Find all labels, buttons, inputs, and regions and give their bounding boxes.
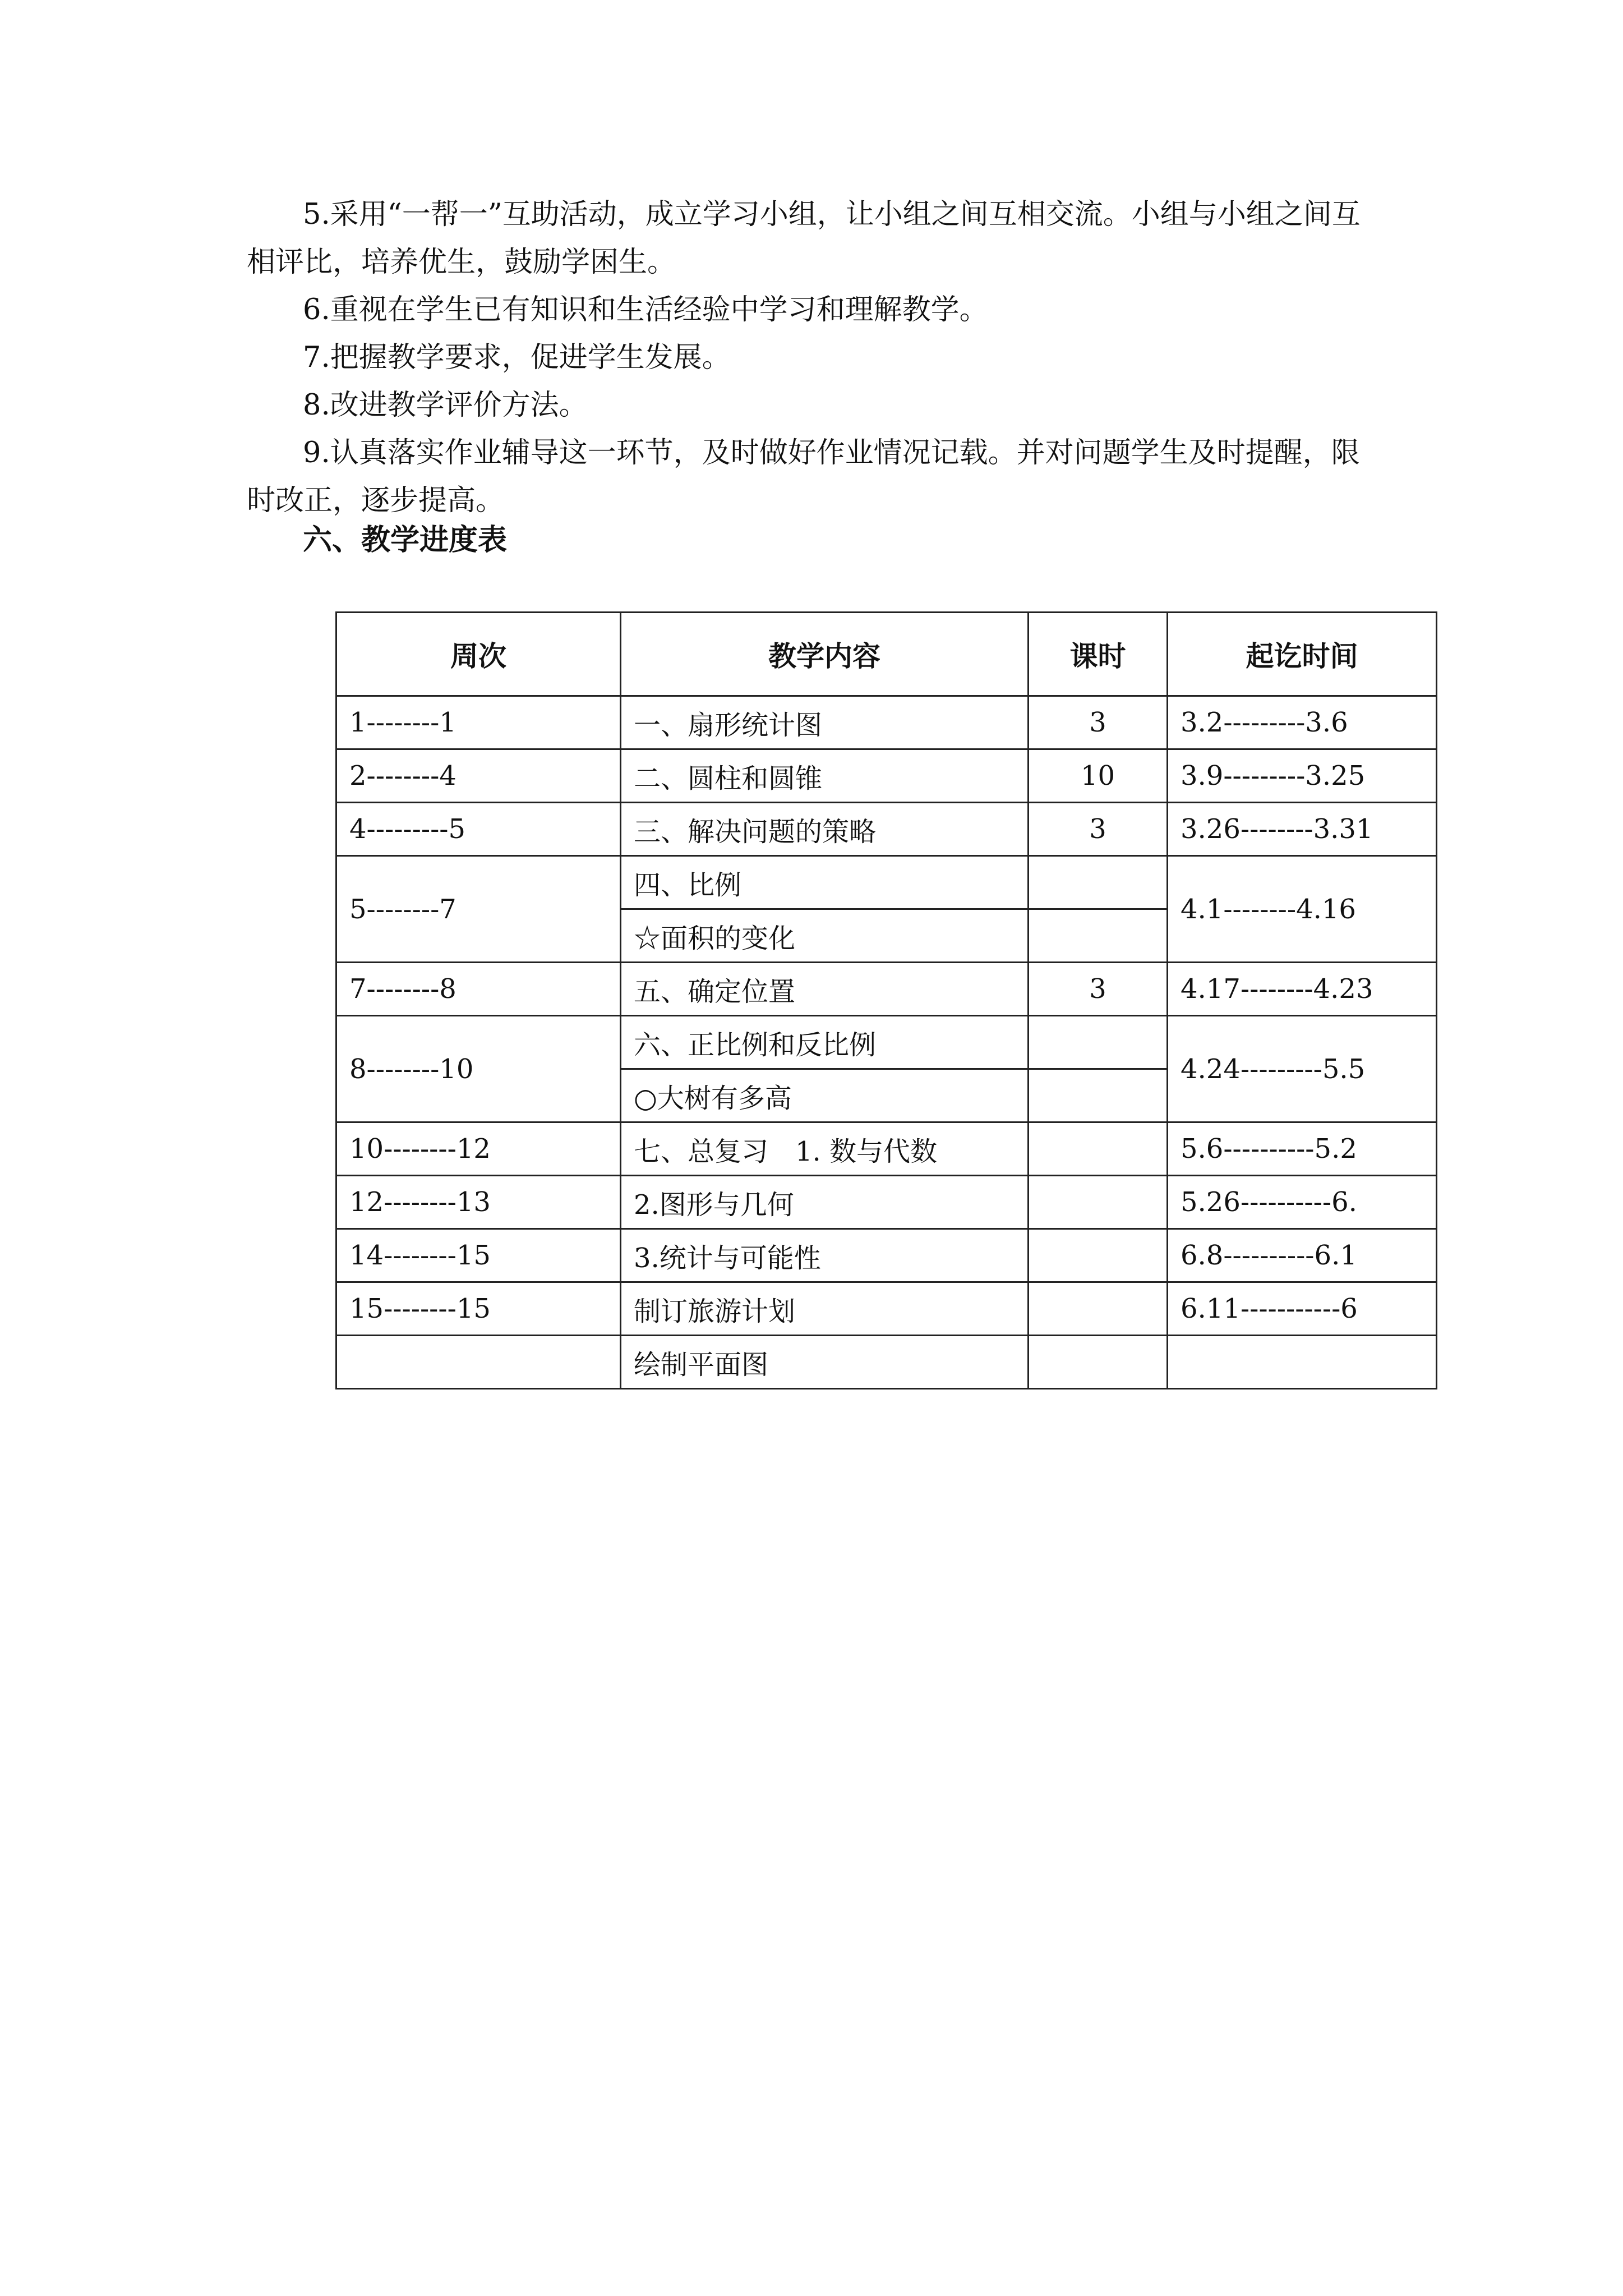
cell-period: 6.11-----------6	[1168, 1282, 1437, 1336]
cell-content: 六、正比例和反比例	[621, 1016, 1029, 1069]
table-row	[336, 1176, 1437, 1229]
cell-week: 10--------12	[336, 1122, 621, 1176]
table-row	[336, 856, 1437, 909]
cell-hours	[1029, 909, 1168, 963]
paragraph-7: 7.把握教学要求，促进学生发展。	[303, 341, 731, 374]
cell-period: 3.26--------3.31	[1168, 803, 1437, 856]
teaching-schedule-table	[335, 611, 1437, 1389]
cell-week	[336, 1336, 621, 1389]
table-row	[336, 696, 1437, 749]
table-row	[336, 1016, 1437, 1069]
cell-period	[1168, 1336, 1437, 1389]
paragraph-9: 9.认真落实作业辅导这一环节，及时做好作业情况记载。并对问题学生及时提醒，限时改正，逐步提高。	[247, 436, 1360, 517]
table-row	[336, 803, 1437, 856]
cell-content: 3.统计与可能性	[621, 1229, 1029, 1282]
cell-hours	[1029, 1282, 1168, 1336]
cell-week: 15--------15	[336, 1282, 621, 1336]
cell-period: 6.8----------6.1	[1168, 1229, 1437, 1282]
cell-content: 五、确定位置	[621, 963, 1029, 1016]
cell-hours	[1029, 1122, 1168, 1176]
cell-week: 4---------5	[336, 803, 621, 856]
cell-hours: 3	[1029, 803, 1168, 856]
cell-hours: 3	[1029, 963, 1168, 1016]
cell-hours	[1029, 1176, 1168, 1229]
table-row	[336, 749, 1437, 803]
cell-week: 5--------7	[336, 856, 621, 963]
cell-content: 一、扇形统计图	[621, 696, 1029, 749]
header-hours: 课时	[1029, 613, 1168, 696]
cell-period: 4.17--------4.23	[1168, 963, 1437, 1016]
cell-hours	[1029, 1069, 1168, 1122]
cell-period: 3.9---------3.25	[1168, 749, 1437, 803]
cell-hours: 10	[1029, 749, 1168, 803]
table-row	[336, 1282, 1437, 1336]
cell-content: ○大树有多高	[621, 1069, 1029, 1122]
paragraph-5: 5.采用“一帮一”互助活动，成立学习小组，让小组之间互相交流。小组与小组之间互相评比，培养优生，鼓励学困生。	[247, 198, 1361, 279]
cell-hours	[1029, 1336, 1168, 1389]
cell-content: 制订旅游计划	[621, 1282, 1029, 1336]
cell-hours: 3	[1029, 696, 1168, 749]
header-period: 起讫时间	[1168, 613, 1437, 696]
cell-week: 8--------10	[336, 1016, 621, 1122]
cell-period: 5.26----------6.	[1168, 1176, 1437, 1229]
cell-week: 1--------1	[336, 696, 621, 749]
table-row	[336, 1122, 1437, 1176]
cell-content: 四、比例	[621, 856, 1029, 909]
cell-content: 三、解决问题的策略	[621, 803, 1029, 856]
cell-hours	[1029, 856, 1168, 909]
cell-period: 4.1--------4.16	[1168, 856, 1437, 963]
cell-hours	[1029, 1016, 1168, 1069]
cell-content: 2.图形与几何	[621, 1176, 1029, 1229]
cell-period: 3.2---------3.6	[1168, 696, 1437, 749]
cell-period: 4.24---------5.5	[1168, 1016, 1437, 1122]
cell-content: ☆面积的变化	[621, 909, 1029, 963]
cell-content: 绘制平面图	[621, 1336, 1029, 1389]
header-week: 周次	[336, 613, 621, 696]
cell-week: 2--------4	[336, 749, 621, 803]
cell-content: 二、圆柱和圆锥	[621, 749, 1029, 803]
table-header-row	[336, 613, 1437, 696]
cell-period: 5.6----------5.2	[1168, 1122, 1437, 1176]
cell-week: 7--------8	[336, 963, 621, 1016]
section-heading: 六、教学进度表	[303, 523, 508, 557]
table-row	[336, 1336, 1437, 1389]
header-content: 教学内容	[621, 613, 1029, 696]
cell-hours	[1029, 1229, 1168, 1282]
paragraph-6: 6.重视在学生已有知识和生活经验中学习和理解教学。	[303, 293, 988, 326]
cell-content: 七、总复习 1. 数与代数	[621, 1122, 1029, 1176]
cell-week: 12--------13	[336, 1176, 621, 1229]
table-row	[336, 1229, 1437, 1282]
paragraph-8: 8.改进教学评价方法。	[303, 389, 588, 422]
table-row	[336, 963, 1437, 1016]
cell-week: 14--------15	[336, 1229, 621, 1282]
